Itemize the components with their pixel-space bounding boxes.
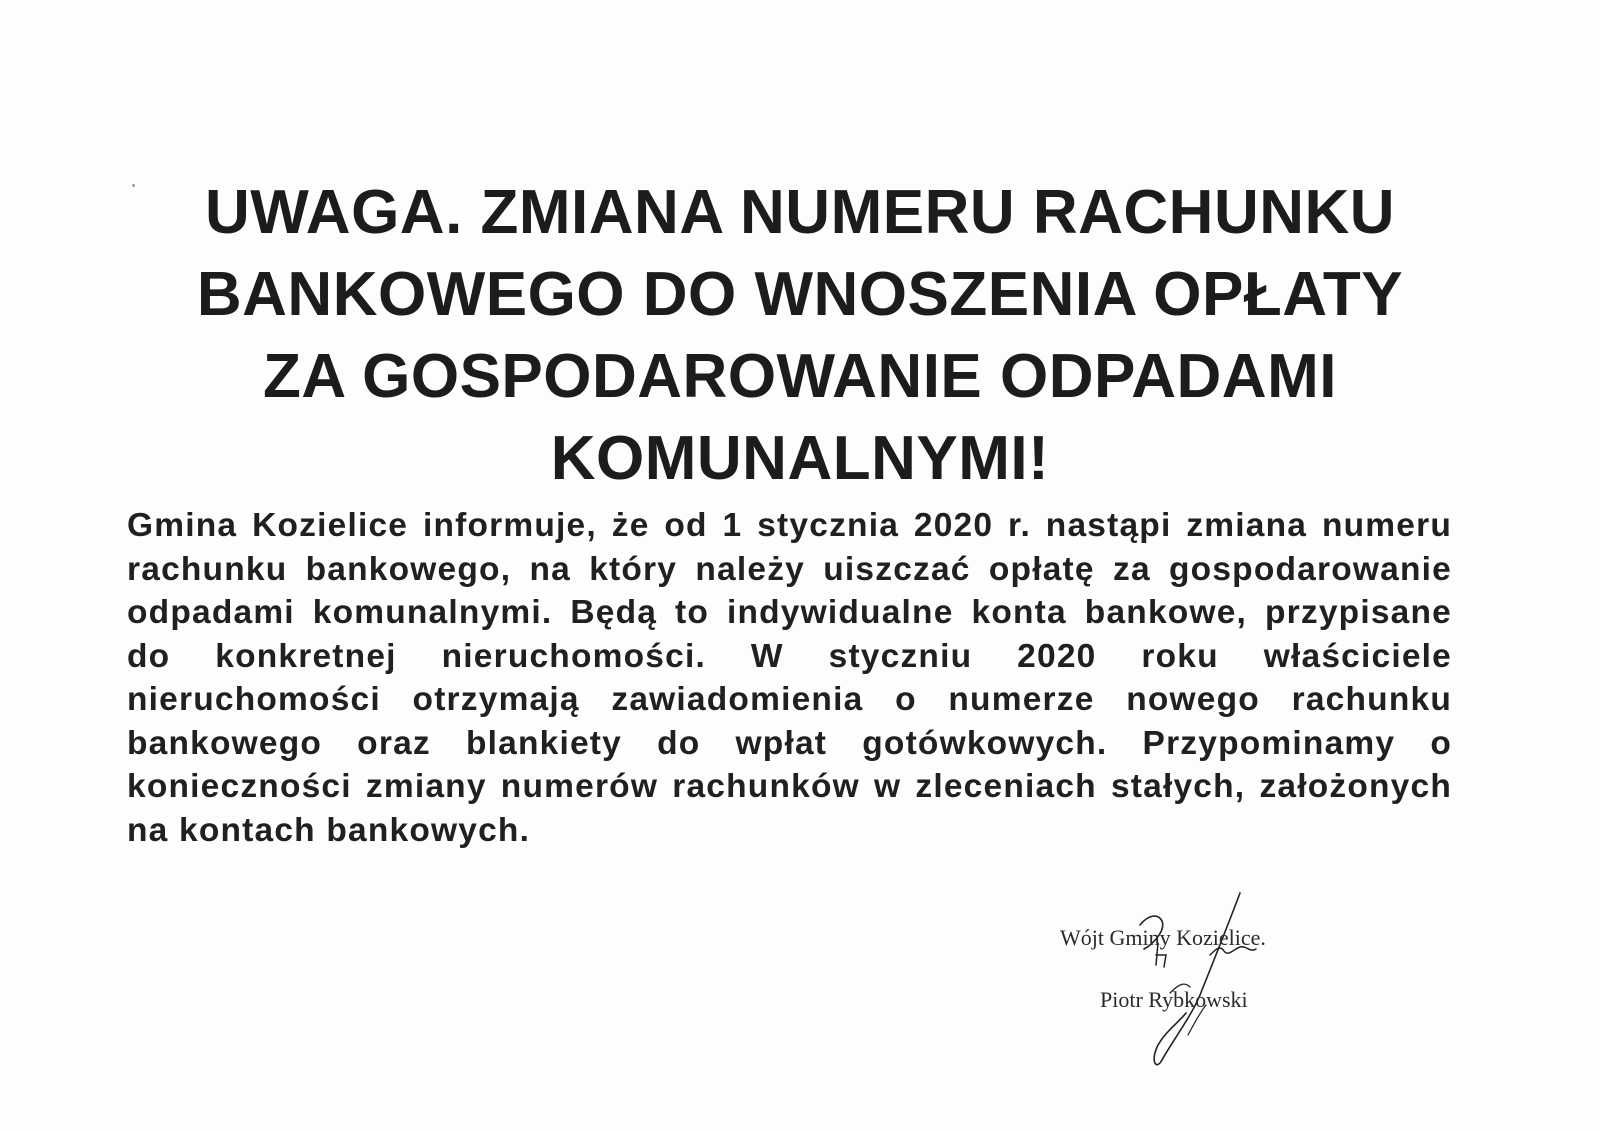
notice-title (100, 172, 1500, 500)
notice-body: Gmina Kozielice informuje, że od 1 stycznia 2020 r. nastąpi zmiana numeru rachunku bankowego, na który należy uiszczać opłatę za gospodarowanie odpadami komunalnymi. Będą to indywidualne konta bankowe, przypisane do konkretnej nieruchomości. W styczniu 2020 roku właściciele nieruchomości otrzymają zawiadomienia o numerze nowego rachunku bankowego oraz blankiety do wpłat gotówkowych. Przypominamy o konieczności zmiany numerów rachunków w zleceniach stałych, założonych na kontach bankowych. (127, 507, 1452, 849)
title-line-1: UWAGA. ZMIANA NUMERU RACHUNKU (204, 178, 1396, 247)
title-line-4: KOMUNALNYMI! (550, 424, 1050, 493)
title-line-2: BANKOWEGO DO WNOSZENIA OPŁATY (196, 260, 1404, 329)
title-line-3: ZA GOSPODAROWANIE ODPADAMI (263, 342, 1337, 411)
signatory-role: Wójt Gminy Kozielice. (1060, 925, 1266, 950)
signatory-name: Piotr Rybkowski (1100, 987, 1248, 1012)
handwritten-signature (1100, 885, 1300, 1085)
